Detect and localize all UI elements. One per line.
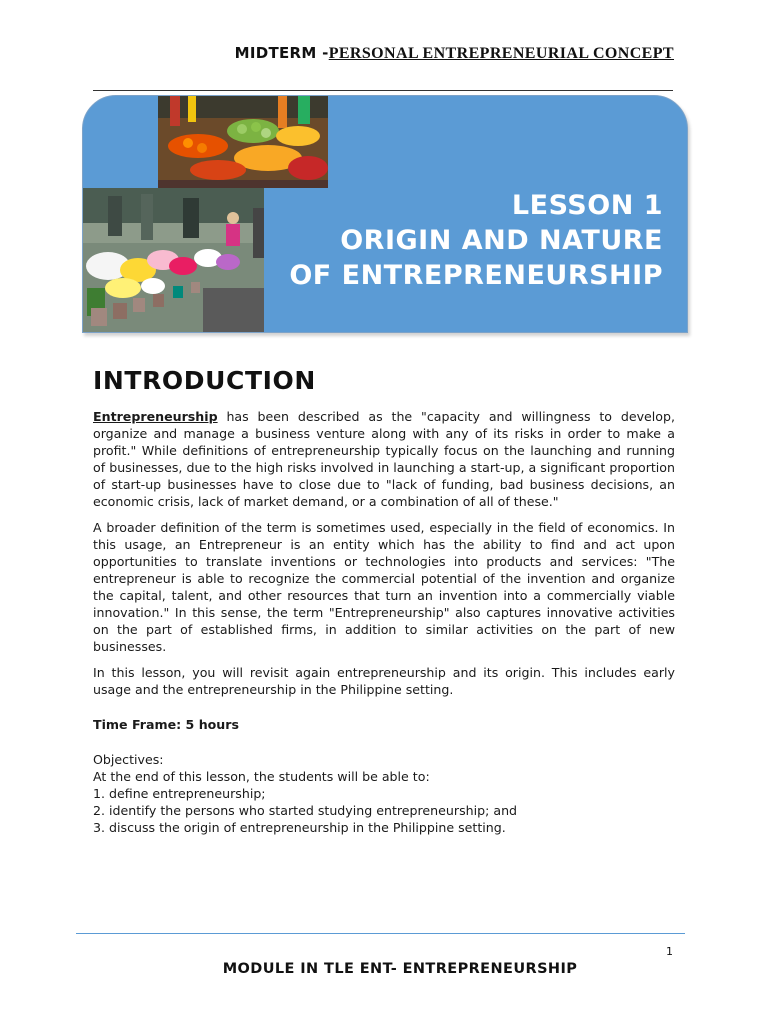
paragraph-1-text: has been described as the "capacity and willingness to develop, organize and manage a business venture along with any of its risks in order to make a profit." While definitions of entrepreneurship typically focus on the launching and running of businesses, due to the high risks involved in launching a start-up, a significant proportion of start-up businesses have to close due to "lack of funding, bad business decisions, an economic crisis, lack of market demand, or a combination of all of these." xyxy=(93,409,675,509)
objectives-lead: At the end of this lesson, the students will be able to: xyxy=(93,769,430,784)
header-prefix: MIDTERM - xyxy=(234,44,329,62)
keyword-entrepreneurship: Entrepreneurship xyxy=(93,409,218,424)
paragraph-1 xyxy=(93,408,675,510)
objective-item-1: 1. define entrepreneurship; xyxy=(93,786,266,801)
body-text xyxy=(93,408,675,836)
footer-divider xyxy=(76,933,685,934)
lesson-title xyxy=(289,188,663,293)
objective-item-3: 3. discuss the origin of entrepreneurship in the Philippine setting. xyxy=(93,820,506,835)
lesson-banner xyxy=(82,95,688,333)
paragraph-2: A broader definition of the term is sometimes used, especially in the field of economics. In this usage, an Entrepreneur is an entity which has the ability to find and act upon opportunities to translate inventions or technologies into products and services: "The entrepreneur is able to recognize the commercial potential of the invention and organize the capital, talent, and other resources that turn an invention into a commercially viable innovation." In this sense, the term "Entrepreneurship" also captures innovative activities on the part of established firms, in addition to similar activities on the part of new businesses. xyxy=(93,520,675,654)
header-divider xyxy=(93,90,673,91)
running-header xyxy=(0,44,674,63)
page-number: 1 xyxy=(666,945,673,958)
running-footer: MODULE IN TLE ENT- ENTREPRENEURSHIP xyxy=(222,961,578,977)
lesson-title-line-1: LESSON 1 xyxy=(511,190,663,221)
lesson-title-line-3: OF ENTREPRENEURSHIP xyxy=(289,260,663,291)
time-frame: Time Frame: 5 hours xyxy=(93,717,239,732)
paragraph-3: In this lesson, you will revisit again entrepreneurship and its origin. This includes early usage and the entrepreneurship in the Philippine setting. xyxy=(93,665,675,697)
section-heading: INTRODUCTION xyxy=(93,366,316,395)
header-title: PERSONAL ENTREPRENEURIAL CONCEPT xyxy=(328,45,674,62)
lesson-title-line-2: ORIGIN AND NATURE xyxy=(340,225,663,256)
flower-market-photo xyxy=(83,188,264,332)
objective-item-2: 2. identify the persons who started studying entrepreneurship; and xyxy=(93,803,518,818)
fruit-market-photo xyxy=(158,96,328,188)
objectives-title: Objectives: xyxy=(93,752,164,767)
